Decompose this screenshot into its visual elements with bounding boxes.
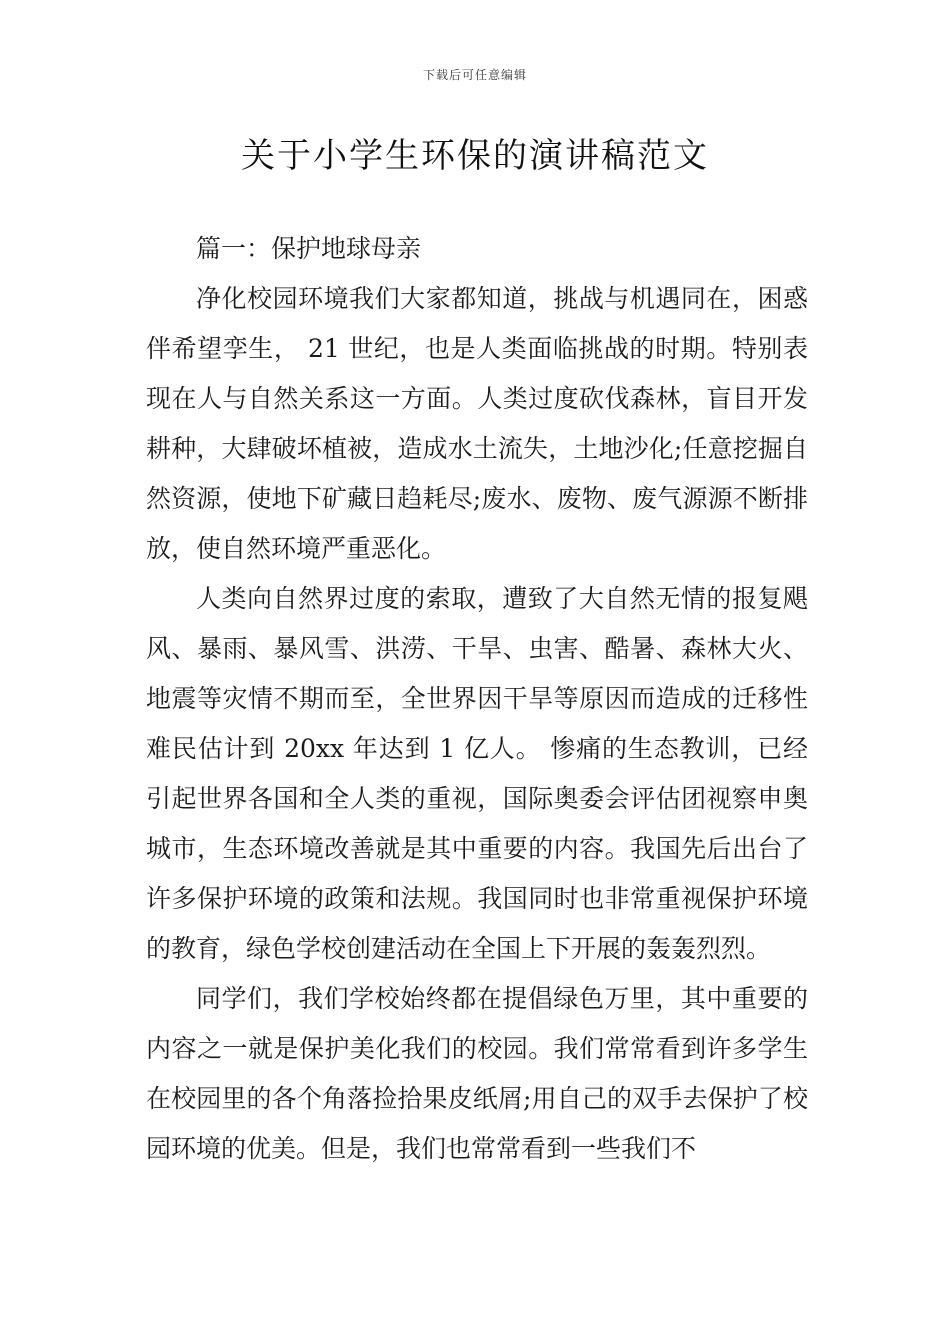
header-note: 下载后可任意编辑 — [422, 68, 527, 82]
section-heading: 篇一：保护地球母亲 — [196, 234, 422, 263]
document-body — [146, 224, 808, 1174]
paragraph-3: 同学们，我们学校始终都在提倡绿色万里，其中重要的内容之一就是保护美化我们的校园。我们常常看到许多学生在校园里的各个角落捡拾果皮纸屑;用自己的双手去保护了校园环境的优美。但是，我们也常常看到一些我们不 — [146, 984, 808, 1163]
paragraph-2: 人类向自然界过度的索取，遭致了大自然无情的报复飓风、暴雨、暴风雪、洪涝、干旱、虫害、酷暑、森林大火、地震等灾情不期而至，全世界因干旱等原因而造成的迁移性难民估计到 20xx 年达到 1 亿人。 惨痛的生态教训，已经引起世界各国和全人类的重视，国际奥委会评估团视察申奥城市，生态环境改善就是其中重要的内容。我国先后出台了许多保护环境的政策和法规。我国同时也非常重视保护环境的教育，绿色学校创建活动在全国上下开展的轰轰烈烈。 — [146, 584, 808, 963]
paragraph-1: 净化校园环境我们大家都知道，挑战与机遇同在，困惑伴希望孪生， 21 世纪，也是人类面临挑战的时期。特别表现在人与自然关系这一方面。人类过度砍伐森林，盲目开发耕种，大肆破坏植被，造成水土流失，土地沙化;任意挖掘自然资源，使地下矿藏日趋耗尽;废水、废物、废气源源不断排放，使自然环境严重恶化。 — [146, 284, 808, 563]
page-title: 关于小学生环保的演讲稿范文 — [241, 136, 709, 176]
